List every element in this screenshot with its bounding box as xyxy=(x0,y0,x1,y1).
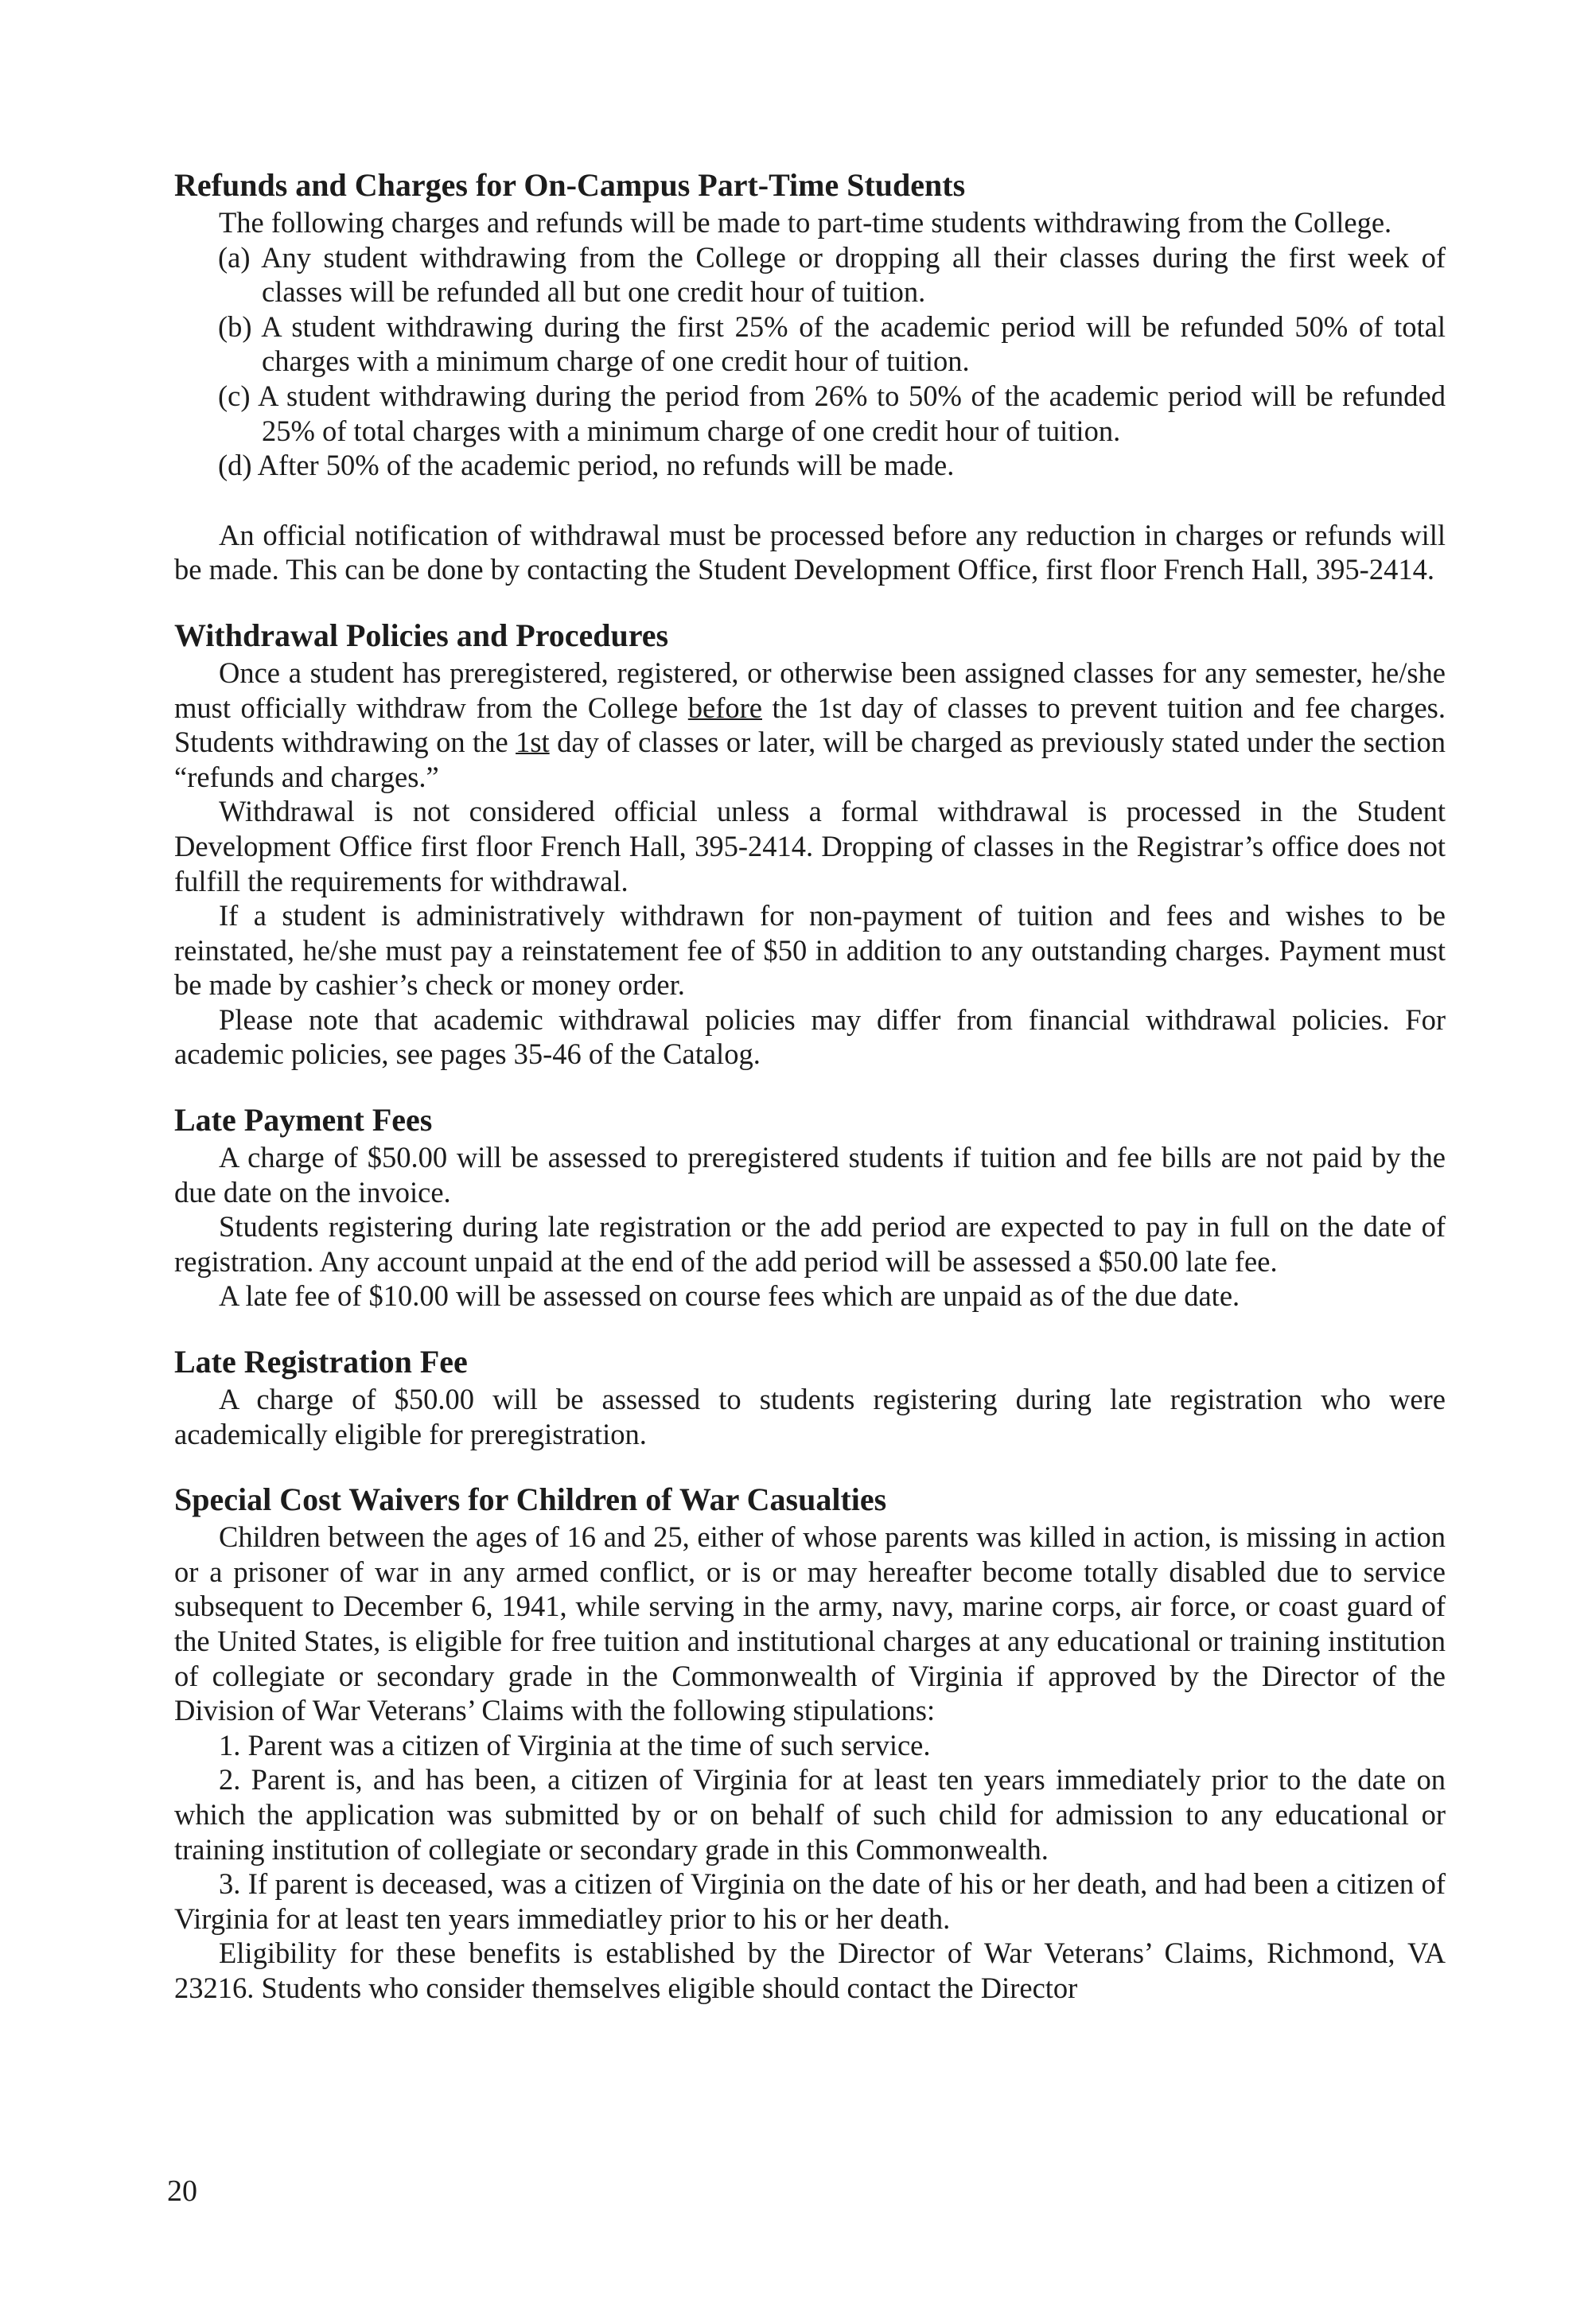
refund-item-a: (a) Any student withdrawing from the College or dropping all their classes during the first week of classes will be refunded all but one credit hour of tuition. xyxy=(218,240,1446,309)
section-title-refunds: Refunds and Charges for On-Campus Part-Time Students xyxy=(174,167,966,203)
refund-item-c: (c) A student withdrawing during the period from 26% to 50% of the academic period will be refunded 25% of total charges with a minimum charge of one credit hour of tuition. xyxy=(218,379,1446,447)
underlined-first: 1st xyxy=(516,726,550,759)
withdrawal-paragraph-1 xyxy=(174,656,1446,794)
section-war-casualties xyxy=(174,1481,1446,2005)
war-casualties-paragraph-1: Children between the ages of 16 and 25, either of whose parents was killed in action, is missing in action or a prisoner of war in any armed conflict, or is or may hereafter become totally disabled due to service subsequent to December 6, 1941, while serving in the army, navy, marine corps, air force, or coast guard of the United States, is eligible for free tuition and institutional charges at any educational or training institution of collegiate or secondary grade in the Commonwealth of Virginia if approved by the Director of the Division of War Veterans’ Claims with the following stipulations: xyxy=(174,1520,1446,1727)
section-refunds xyxy=(174,167,1446,587)
late-payment-paragraph-3: A late fee of $10.00 will be assessed on course fees which are unpaid as of the due date. xyxy=(219,1279,1240,1313)
withdrawal-paragraph-4: Please note that academic withdrawal policies may differ from financial withdrawal policies. For academic policies, see pages 35-46 of the Catalog. xyxy=(174,1002,1446,1071)
refunds-notification: An official notification of withdrawal must be processed before any reduction in charges or refunds will be made. This can be done by contacting the Student Development Office, first floor French Hall, 395-2414. xyxy=(174,518,1446,586)
war-casualties-paragraph-2: Eligibility for these benefits is established by the Director of War Veterans’ Claims, Richmond, VA 23216. Students who consider themselves eligible should contact the Director xyxy=(174,1937,1446,2004)
page-number: 20 xyxy=(167,2174,197,2208)
section-late-registration xyxy=(174,1344,1446,1451)
stipulation-3: 3. If parent is deceased, was a citizen of Virginia on the date of his or her death, and had been a citizen of Virginia for at least ten years immediatley prior to his or her death. xyxy=(174,1867,1446,1935)
late-registration-paragraph: A charge of $50.00 will be assessed to students registering during late registration who were academically eligible for preregistration. xyxy=(174,1383,1446,1450)
withdrawal-paragraph-2: Withdrawal is not considered official unless a formal withdrawal is processed in the Student Development Office first floor French Hall, 395-2414. Dropping of classes in the Registrar’s office does not fulfill the requirements for withdrawal. xyxy=(174,795,1446,897)
withdrawal-p1-part-a: Once a student has preregistered, registered, or otherwise been assigned classes for any semester, he/she must officially withdraw from the College xyxy=(174,656,1446,724)
page-content xyxy=(174,167,1446,2036)
refund-item-d: (d) After 50% of the academic period, no refunds will be made. xyxy=(218,449,955,482)
refunds-intro: The following charges and refunds will be made to part-time students withdrawing from the College. xyxy=(219,206,1392,239)
section-late-payment xyxy=(174,1102,1446,1314)
section-title-late-registration: Late Registration Fee xyxy=(174,1344,468,1380)
withdrawal-paragraph-3: If a student is administratively withdrawn for non-payment of tuition and fees and wishes to be reinstated, he/she must pay a reinstatement fee of $50 in addition to any outstanding charges. Payment must be made by cashier’s check or money order. xyxy=(174,899,1446,1002)
late-payment-paragraph-2: Students registering during late registration or the add period are expected to pay in full on the date of registration. Any account unpaid at the end of the add period will be assessed a $50.00 late fee. xyxy=(174,1210,1446,1278)
section-title-late-payment: Late Payment Fees xyxy=(174,1102,433,1139)
underlined-before: before xyxy=(687,691,762,724)
stipulation-1: 1. Parent was a citizen of Virginia at the time of such service. xyxy=(219,1728,931,1761)
late-payment-paragraph-1: A charge of $50.00 will be assessed to preregistered students if tuition and fee bills are not paid by the due date on the invoice. xyxy=(174,1141,1446,1209)
stipulation-2: 2. Parent is, and has been, a citizen of Virginia for at least ten years immediately prior to the date on which the application was submitted by or on behalf of such child for admission to any educational or training institution of collegiate or secondary grade in this Commonwealth. xyxy=(174,1763,1446,1866)
section-title-withdrawal: Withdrawal Policies and Procedures xyxy=(174,617,669,653)
withdrawal-p1-part-b: the 1st day of classes to prevent tuition and fee charges. Students withdrawing on the xyxy=(174,691,1446,759)
section-title-war-casualties: Special Cost Waivers for Children of War Casualties xyxy=(174,1481,887,1518)
refund-item-b: (b) A student withdrawing during the first 25% of the academic period will be refunded 50% of total charges with a minimum charge of one credit hour of tuition. xyxy=(218,309,1446,378)
section-withdrawal xyxy=(174,617,1446,1072)
withdrawal-p1-part-c: day of classes or later, will be charged as previously stated under the section “refunds and charges.” xyxy=(174,726,1446,793)
spacer xyxy=(174,483,1446,518)
